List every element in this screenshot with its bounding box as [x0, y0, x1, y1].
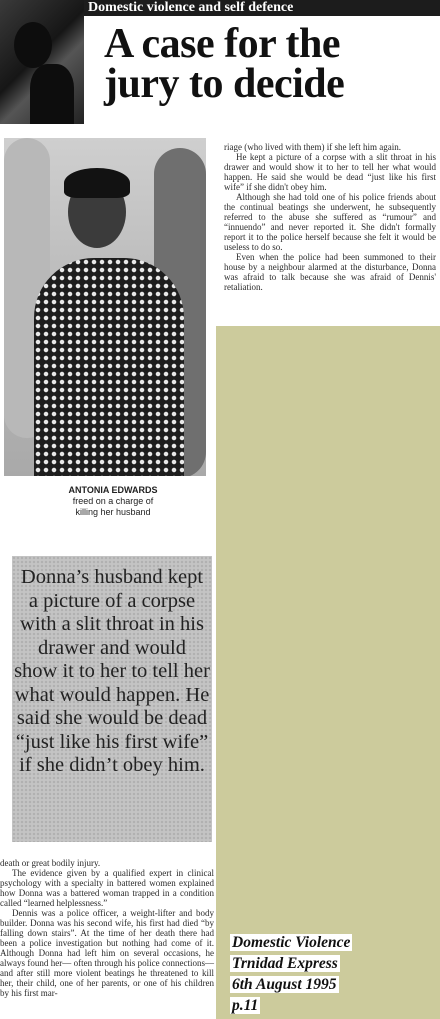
paragraph: Although she had told one of his police friends about the continual beatings she underwent, he subsequently referred to the abuse she suffered as “rumour” and “innuendo” and never reported it. She didn't formally report it to the police herself because she felt it would be useless to do so.: [224, 192, 436, 252]
source-line-4: p.11: [232, 997, 259, 1014]
headline-line-2: jury to decide: [104, 61, 345, 107]
headline: [104, 21, 434, 107]
source-line-2: Trnidad Express: [232, 955, 338, 972]
paragraph: death or great bodily injury.: [0, 858, 101, 868]
caption-name: ANTONIA EDWARDS: [68, 485, 158, 495]
article-column-right: [224, 142, 436, 292]
section-banner: Domestic violence and self defence: [84, 0, 440, 16]
patterned-dress: [34, 258, 184, 476]
source-line-1: Domestic Violence: [232, 934, 351, 951]
paragraph: Dennis was a police officer, a weight-lifter and body builder. Donna was his second wife, his first had died “by falling down stairs”. At the time of her death there had been a police investigation but nothing had come of it. Although Donna had left him on several occasions, he always found her— often through his police connections—and after still more violent beatings he threatened to kill her, their child, one of her parents, or one of his children by his first mar-: [0, 908, 214, 998]
caption-line-3: killing her husband: [75, 507, 151, 517]
article-column-left: [0, 858, 214, 998]
paragraph: riage (who lived with them) if she left him again.: [224, 142, 401, 152]
subject-hair: [64, 168, 130, 198]
source-line-3: 6th August 1995: [232, 976, 337, 993]
khaki-background-panel: [216, 326, 440, 1019]
paragraph: He kept a picture of a corpse with a slit throat in his drawer and would show it to her to tell her what would happen. He said she would be dead “just like his first wife” if she didn't obey him.: [224, 152, 436, 192]
figure-body-silhouette: [30, 64, 74, 124]
caption-line-2: freed on a charge of: [72, 496, 154, 506]
paragraph: The evidence given by a qualified expert in clinical psychology with a specialty in battered women explained how Donna was a battered woman trapped in a condition called “learned helplessness.”: [0, 868, 214, 908]
source-citation: [230, 932, 382, 1016]
headline-line-1: A case for the: [104, 21, 340, 67]
photo-caption: [28, 485, 198, 518]
figure-silhouette: [14, 22, 52, 68]
header-photo-thumbnail: [0, 0, 84, 124]
pull-quote: Donna’s husband kept a picture of a corpse with a slit throat in his drawer and would show it to her to tell her what would happen. He said she would be dead “just like his first wife” if she didn’t obey him.: [12, 556, 212, 842]
portrait-photo: [4, 138, 206, 476]
paragraph: Even when the police had been summoned to their house by a neighbour alarmed at the disturbance, Donna was afraid to talk because she was afraid of Dennis' retaliation.: [224, 252, 436, 292]
